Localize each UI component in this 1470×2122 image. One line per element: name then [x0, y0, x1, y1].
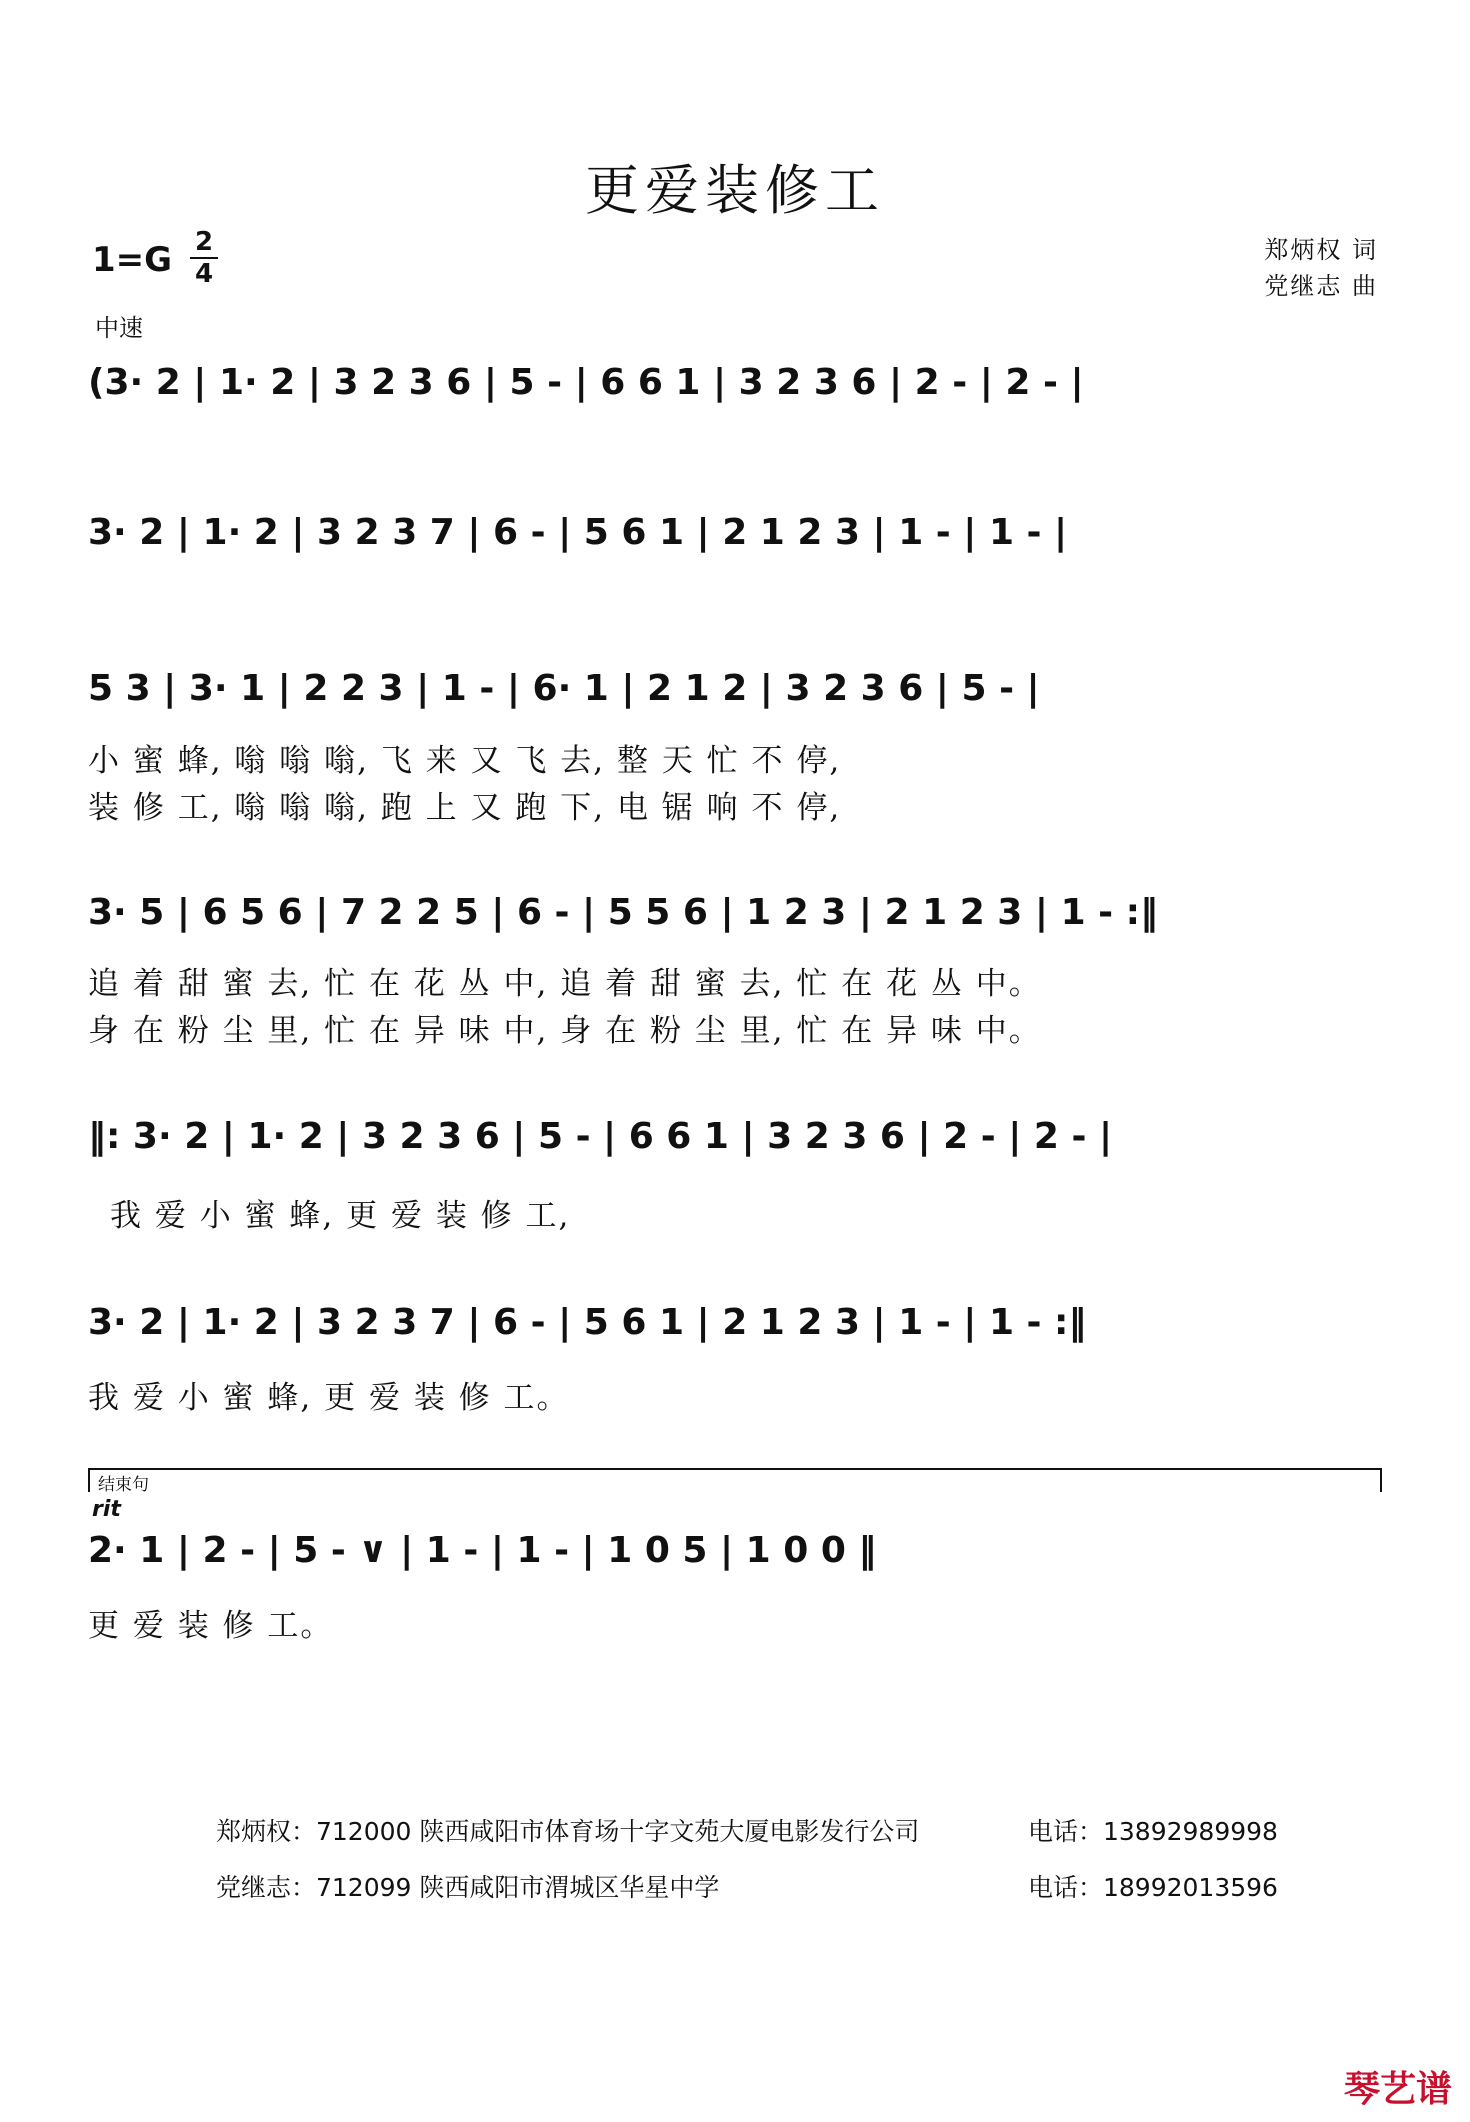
score-line-6: 3· 2 | 1· 2 | 3 2 3 7 | 6 - | 5 6 1 | 2 1 2 3 | 1 - | 1 - :‖	[88, 1302, 1087, 1343]
score-line-3: 5 3 | 3· 1 | 2 2 3 | 1 - | 6· 1 | 2 1 2 | 3 2 3 6 | 5 - |	[88, 668, 1040, 709]
meter-top: 2	[194, 227, 214, 257]
score-line-5: ‖: 3· 2 | 1· 2 | 3 2 3 6 | 5 - | 6 6 1 | 3 2 3 6 | 2 - | 2 - |	[88, 1116, 1113, 1157]
lyric-line-4b: 身 在 粉 尘 里, 忙 在 异 味 中, 身 在 粉 尘 里, 忙 在 异 味 中。	[88, 1013, 1042, 1049]
lyric-line-3a: 小 蜜 蜂, 嗡 嗡 嗡, 飞 来 又 飞 去, 整 天 忙 不 停,	[88, 743, 842, 779]
score-line-7: 2· 1 | 2 - | 5 - ∨ | 1 - | 1 - | 1 0 5 | 1 0 0 ‖	[88, 1530, 877, 1571]
lyric-line-6: 我 爱 小 蜜 蜂, 更 爱 装 修 工。	[88, 1380, 570, 1416]
score-line-1: (3· 2 | 1· 2 | 3 2 3 6 | 5 - | 6 6 1 | 3 2 3 6 | 2 - | 2 - |	[88, 362, 1084, 403]
ritardando-mark: rit	[92, 1497, 121, 1522]
lyric-line-3b: 装 修 工, 嗡 嗡 嗡, 跑 上 又 跑 下, 电 锯 响 不 停,	[88, 790, 842, 826]
lyricist-credit: 郑炳权 词	[1264, 236, 1378, 264]
key-signature: 1=G	[92, 240, 173, 280]
tempo-marking: 中速	[95, 314, 143, 342]
footer-contact-1: 郑炳权：712000 陕西咸阳市体育场十字文苑大厦电影发行公司	[216, 1817, 920, 1846]
lyric-line-7: 更 爱 装 修 工。	[88, 1608, 334, 1644]
composer-credit: 党继志 曲	[1264, 272, 1378, 300]
score-line-2: 3· 2 | 1· 2 | 3 2 3 7 | 6 - | 5 6 1 | 2 1 2 3 | 1 - | 1 - |	[88, 512, 1068, 553]
meter-bottom: 4	[194, 259, 214, 289]
time-signature	[190, 228, 218, 288]
ending-label: 结束句	[98, 1475, 149, 1495]
footer-phone-1: 电话：13892989998	[1028, 1817, 1278, 1846]
watermark-logo: 琴艺谱	[1343, 2069, 1452, 2110]
lyric-line-5: 我 爱 小 蜜 蜂, 更 爱 装 修 工,	[110, 1198, 571, 1234]
song-title: 更爱装修工	[585, 159, 885, 222]
lyric-line-4a: 追 着 甜 蜜 去, 忙 在 花 丛 中, 追 着 甜 蜜 去, 忙 在 花 丛 中。	[88, 966, 1042, 1002]
footer-phone-2: 电话：18992013596	[1028, 1873, 1278, 1902]
score-line-4: 3· 5 | 6 5 6 | 7 2 2 5 | 6 - | 5 5 6 | 1 2 3 | 2 1 2 3 | 1 - :‖	[88, 892, 1159, 933]
footer-contact-2: 党继志：712099 陕西咸阳市渭城区华星中学	[216, 1873, 720, 1902]
ending-bracket	[88, 1468, 1382, 1492]
